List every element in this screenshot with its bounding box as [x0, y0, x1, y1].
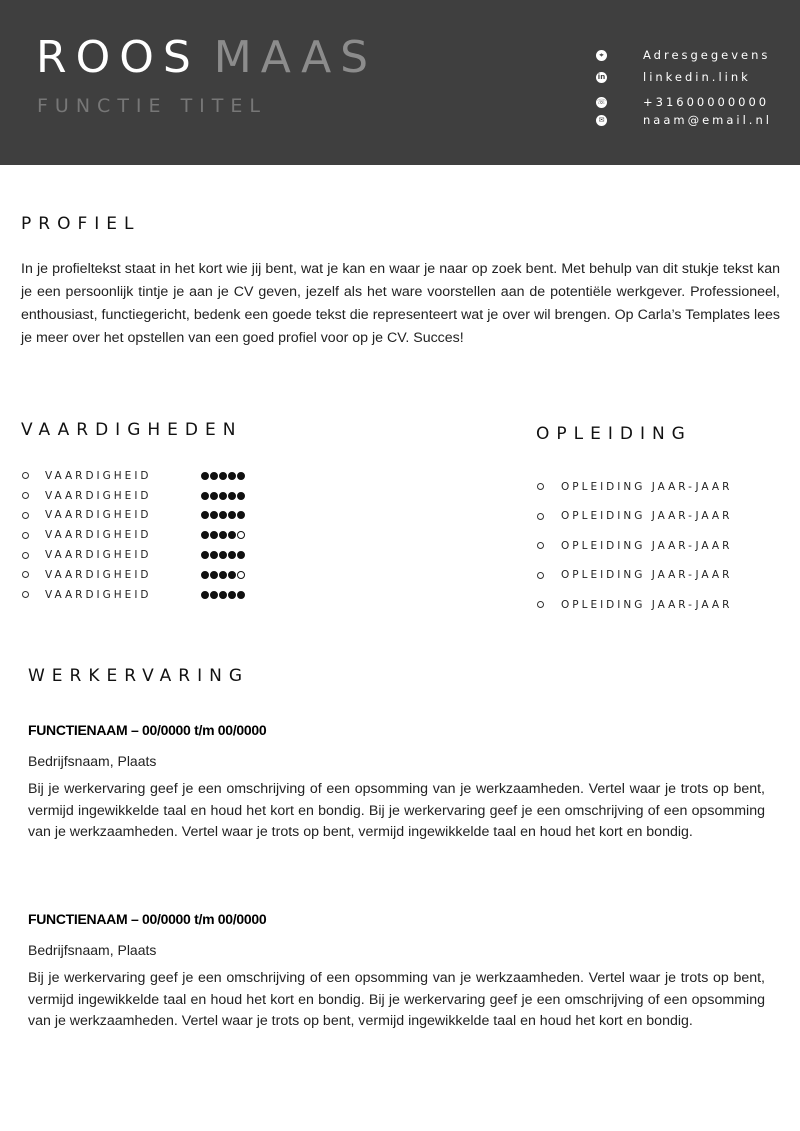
- education-label: OPLEIDING JAAR-JAAR: [561, 598, 733, 611]
- rating-dot-filled: [201, 591, 209, 599]
- skill-label: VAARDIGHEID: [45, 509, 152, 522]
- education-label: OPLEIDING JAAR-JAAR: [561, 480, 733, 493]
- bullet-circle-icon: [22, 591, 29, 598]
- rating-dot-filled: [237, 492, 245, 500]
- skill-rating: [201, 472, 246, 480]
- education-item: [537, 531, 732, 561]
- skill-item: [22, 585, 246, 605]
- rating-dot-filled: [237, 591, 245, 599]
- skill-rating: [201, 551, 246, 559]
- contact-address: [596, 44, 772, 66]
- education-heading: OPLEIDING: [536, 424, 692, 444]
- rating-dot-filled: [210, 571, 218, 579]
- contact-linkedin[interactable]: [596, 66, 772, 88]
- bullet-circle-icon: [537, 542, 544, 549]
- bullet-circle-icon: [537, 601, 544, 608]
- rating-dot-filled: [201, 551, 209, 559]
- job-company: Bedrijfsnaam, Plaats: [28, 942, 157, 958]
- skill-item: [22, 525, 246, 545]
- job-description: Bij je werkervaring geef je een omschrijving of een opsomming van je werkzaamheden. Vertel waar je trots op bent, vermijd ingewikkelde taal en houd het kort en bondig. Bij je werkervaring geef je een omschrijving of een opsomming van je werkzaamheden. Vertel waar je trots op bent, vermijd ingewikkelde taal en houd het kort en bondig.: [28, 970, 765, 1029]
- bullet-circle-icon: [22, 552, 29, 559]
- rating-dot-filled: [201, 472, 209, 480]
- rating-dot-filled: [228, 551, 236, 559]
- rating-dot-empty: [237, 571, 245, 579]
- header-banner: [0, 0, 800, 165]
- rating-dot-filled: [201, 531, 209, 539]
- skill-rating: [201, 492, 246, 500]
- skill-item: [22, 506, 246, 526]
- education-item: [537, 502, 732, 532]
- contact-list: [596, 44, 772, 131]
- rating-dot-filled: [219, 531, 227, 539]
- rating-dot-filled: [228, 472, 236, 480]
- rating-dot-filled: [201, 571, 209, 579]
- rating-dot-filled: [210, 472, 218, 480]
- rating-dot-filled: [219, 492, 227, 500]
- experience-heading: WERKERVARING: [28, 666, 250, 686]
- bullet-circle-icon: [537, 513, 544, 520]
- job-heading: FUNCTIENAAM – 00/0000 t/m 00/0000: [28, 911, 267, 927]
- skill-rating: [201, 571, 246, 579]
- contact-email[interactable]: [596, 109, 772, 131]
- skill-item: [22, 545, 246, 565]
- rating-dot-filled: [228, 591, 236, 599]
- rating-dot-filled: [210, 591, 218, 599]
- rating-dot-filled: [219, 591, 227, 599]
- bullet-circle-icon: [537, 572, 544, 579]
- skill-rating: [201, 511, 246, 519]
- rating-dot-filled: [210, 531, 218, 539]
- skill-label: VAARDIGHEID: [45, 588, 152, 601]
- education-item: [537, 472, 732, 502]
- education-list: [537, 472, 732, 620]
- skill-label: VAARDIGHEID: [45, 529, 152, 542]
- email-icon: ✉: [596, 115, 607, 126]
- last-name: MAAS: [213, 32, 378, 83]
- rating-dot-filled: [228, 492, 236, 500]
- skill-label: VAARDIGHEID: [45, 469, 152, 482]
- job-heading: FUNCTIENAAM – 00/0000 t/m 00/0000: [28, 722, 267, 738]
- rating-dot-filled: [228, 571, 236, 579]
- rating-dot-filled: [219, 571, 227, 579]
- education-item: [537, 561, 732, 591]
- skill-label: VAARDIGHEID: [45, 549, 152, 562]
- bullet-circle-icon: [22, 472, 29, 479]
- education-label: OPLEIDING JAAR-JAAR: [561, 510, 733, 523]
- rating-dot-filled: [237, 511, 245, 519]
- bullet-circle-icon: [22, 492, 29, 499]
- rating-dot-filled: [228, 531, 236, 539]
- rating-dot-filled: [210, 551, 218, 559]
- rating-dot-filled: [237, 551, 245, 559]
- rating-dot-empty: [237, 531, 245, 539]
- skill-label: VAARDIGHEID: [45, 489, 152, 502]
- job-entry: [28, 719, 765, 844]
- rating-dot-filled: [219, 551, 227, 559]
- skills-list: [22, 466, 246, 605]
- skill-label: VAARDIGHEID: [45, 568, 152, 581]
- job-entry: [28, 908, 765, 1033]
- contact-address-text: Adresgegevens: [643, 48, 771, 62]
- first-name: ROOS: [36, 32, 200, 83]
- rating-dot-filled: [219, 472, 227, 480]
- rating-dot-filled: [201, 492, 209, 500]
- rating-dot-filled: [201, 511, 209, 519]
- rating-dot-filled: [228, 511, 236, 519]
- job-company: Bedrijfsnaam, Plaats: [28, 753, 157, 769]
- rating-dot-filled: [210, 492, 218, 500]
- job-title: FUNCTIE TITEL: [37, 95, 267, 117]
- contact-phone-text[interactable]: +31600000000: [643, 95, 770, 109]
- candidate-name: [36, 30, 377, 86]
- rating-dot-filled: [219, 511, 227, 519]
- education-label: OPLEIDING JAAR-JAAR: [561, 539, 733, 552]
- skill-item: [22, 565, 246, 585]
- skills-heading: VAARDIGHEDEN: [21, 420, 243, 440]
- phone-icon: ☏: [597, 97, 606, 106]
- skill-item: [22, 466, 246, 486]
- contact-email-text[interactable]: naam@email.nl: [643, 113, 772, 127]
- skill-rating: [201, 531, 246, 539]
- bullet-circle-icon: [537, 483, 544, 490]
- rating-dot-filled: [210, 511, 218, 519]
- skill-rating: [201, 591, 246, 599]
- skill-item: [22, 486, 246, 506]
- location-icon: ⌖: [596, 50, 607, 61]
- bullet-circle-icon: [22, 512, 29, 519]
- contact-linkedin-text[interactable]: linkedin.link: [643, 70, 751, 84]
- bullet-circle-icon: [22, 571, 29, 578]
- profile-text: In je profieltekst staat in het kort wie jij bent, wat je kan en waar je naar op zoek bent. Met behulp van dit stukje tekst kan je een persoonlijk tintje je aan je CV geven, jezelf als het ware voorstellen aan de potentiële werkgever. Professioneel, enthousiast, functiegericht, bedenk een goede tekst die representeert wat je over wil brengen. Op Carla’s Templates lees je meer over het opstellen van een goed profiel voor op je CV. Succes!: [21, 261, 780, 346]
- education-label: OPLEIDING JAAR-JAAR: [561, 569, 733, 582]
- profile-heading: PROFIEL: [21, 214, 141, 234]
- linkedin-icon: in: [597, 72, 606, 81]
- rating-dot-filled: [237, 472, 245, 480]
- bullet-circle-icon: [22, 532, 29, 539]
- job-description: Bij je werkervaring geef je een omschrijving of een opsomming van je werkzaamheden. Vertel waar je trots op bent, vermijd ingewikkelde taal en houd het kort en bondig. Bij je werkervaring geef je een omschrijving of een opsomming van je werkzaamheden. Vertel waar je trots op bent, vermijd ingewikkelde taal en houd het kort en bondig.: [28, 781, 765, 840]
- education-item: [537, 590, 732, 620]
